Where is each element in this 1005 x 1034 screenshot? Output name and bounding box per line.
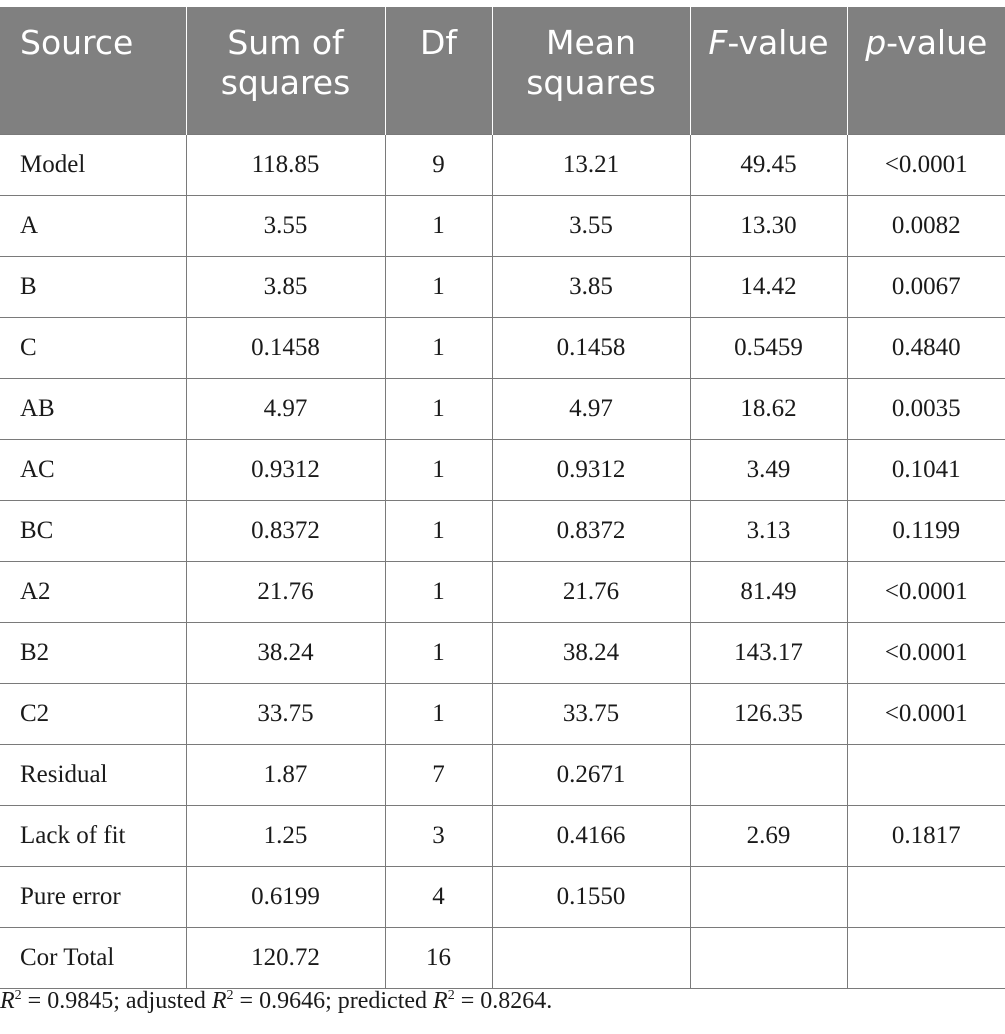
table-row <box>0 745 1005 806</box>
source-cell: Model <box>0 135 186 196</box>
mean-squares-cell: 0.1550 <box>492 867 690 928</box>
mean-squares-cell: 21.76 <box>492 562 690 623</box>
source-cell: Residual <box>0 745 186 806</box>
f-value-cell: 143.17 <box>690 623 847 684</box>
df-cell: 1 <box>385 257 492 318</box>
p-value-cell: 0.0067 <box>847 257 1005 318</box>
table-row <box>0 562 1005 623</box>
mean-squares-cell: 3.85 <box>492 257 690 318</box>
f-value-cell: 0.5459 <box>690 318 847 379</box>
r2-value: = 0.9845; adjusted <box>21 988 212 1014</box>
source-cell: C <box>0 318 186 379</box>
sum-of-squares-cell: 1.87 <box>186 745 385 806</box>
df-cell: 1 <box>385 501 492 562</box>
sum-of-squares-cell: 0.9312 <box>186 440 385 501</box>
f-value-cell: 13.30 <box>690 196 847 257</box>
df-cell: 16 <box>385 928 492 989</box>
sum-of-squares-cell: 21.76 <box>186 562 385 623</box>
mean-squares-cell: 4.97 <box>492 379 690 440</box>
source-cell: B <box>0 257 186 318</box>
anova-table <box>0 7 1005 989</box>
table-row <box>0 135 1005 196</box>
header-f-symbol: F <box>708 23 728 62</box>
f-value-cell: 18.62 <box>690 379 847 440</box>
source-cell: C2 <box>0 684 186 745</box>
table-header-row <box>0 7 1005 135</box>
model-fit-footnote <box>0 988 552 1015</box>
df-cell: 1 <box>385 623 492 684</box>
f-value-cell: 3.49 <box>690 440 847 501</box>
r2-symbol: R <box>0 988 15 1014</box>
f-value-cell: 14.42 <box>690 257 847 318</box>
f-value-cell: 2.69 <box>690 806 847 867</box>
df-cell: 1 <box>385 379 492 440</box>
p-value-cell: 0.0082 <box>847 196 1005 257</box>
df-cell: 1 <box>385 440 492 501</box>
table-row <box>0 440 1005 501</box>
df-cell: 1 <box>385 318 492 379</box>
mean-squares-cell: 13.21 <box>492 135 690 196</box>
mean-squares-cell <box>492 928 690 989</box>
table-row <box>0 501 1005 562</box>
sum-of-squares-cell: 38.24 <box>186 623 385 684</box>
header-f-suffix: -value <box>727 23 829 62</box>
header-source: Source <box>0 7 186 135</box>
adjusted-r2-superscript: 2 <box>226 988 234 1003</box>
df-cell: 3 <box>385 806 492 867</box>
f-value-cell: 3.13 <box>690 501 847 562</box>
p-value-cell: 0.0035 <box>847 379 1005 440</box>
source-cell: BC <box>0 501 186 562</box>
sum-of-squares-cell: 118.85 <box>186 135 385 196</box>
source-cell: Lack of fit <box>0 806 186 867</box>
source-cell: Cor Total <box>0 928 186 989</box>
mean-squares-cell: 0.4166 <box>492 806 690 867</box>
df-cell: 1 <box>385 196 492 257</box>
mean-squares-cell: 0.1458 <box>492 318 690 379</box>
p-value-cell: 0.1199 <box>847 501 1005 562</box>
f-value-cell: 49.45 <box>690 135 847 196</box>
df-cell: 1 <box>385 684 492 745</box>
sum-of-squares-cell: 4.97 <box>186 379 385 440</box>
source-cell: AC <box>0 440 186 501</box>
header-p-suffix: -value <box>886 23 988 62</box>
table-row <box>0 806 1005 867</box>
sum-of-squares-cell: 1.25 <box>186 806 385 867</box>
table-row <box>0 257 1005 318</box>
p-value-cell: <0.0001 <box>847 684 1005 745</box>
mean-squares-cell: 3.55 <box>492 196 690 257</box>
sum-of-squares-cell: 0.6199 <box>186 867 385 928</box>
header-p-symbol: p <box>865 23 887 62</box>
df-cell: 9 <box>385 135 492 196</box>
sum-of-squares-cell: 3.85 <box>186 257 385 318</box>
table-row <box>0 318 1005 379</box>
source-cell: Pure error <box>0 867 186 928</box>
p-value-cell: <0.0001 <box>847 135 1005 196</box>
p-value-cell <box>847 745 1005 806</box>
p-value-cell: 0.1817 <box>847 806 1005 867</box>
sum-of-squares-cell: 0.8372 <box>186 501 385 562</box>
table-row <box>0 623 1005 684</box>
sum-of-squares-cell: 0.1458 <box>186 318 385 379</box>
table-row <box>0 684 1005 745</box>
adjusted-r2-value: = 0.9646; predicted <box>233 988 434 1014</box>
sum-of-squares-cell: 3.55 <box>186 196 385 257</box>
table-row <box>0 867 1005 928</box>
p-value-cell: 0.4840 <box>847 318 1005 379</box>
p-value-cell: <0.0001 <box>847 562 1005 623</box>
mean-squares-cell: 38.24 <box>492 623 690 684</box>
p-value-cell <box>847 867 1005 928</box>
table-row <box>0 928 1005 989</box>
header-df: Df <box>385 7 492 135</box>
adjusted-r2-symbol: R <box>211 988 227 1014</box>
source-cell: AB <box>0 379 186 440</box>
f-value-cell: 81.49 <box>690 562 847 623</box>
p-value-cell <box>847 928 1005 989</box>
predicted-r2-value: = 0.8264. <box>454 988 553 1014</box>
table-row <box>0 379 1005 440</box>
header-sum-of-squares: Sum of squares <box>186 7 385 135</box>
source-cell: B2 <box>0 623 186 684</box>
header-mean-squares: Mean squares <box>492 7 690 135</box>
header-f-value <box>690 7 847 135</box>
df-cell: 4 <box>385 867 492 928</box>
f-value-cell <box>690 867 847 928</box>
mean-squares-cell: 0.9312 <box>492 440 690 501</box>
sum-of-squares-cell: 33.75 <box>186 684 385 745</box>
mean-squares-cell: 33.75 <box>492 684 690 745</box>
predicted-r2-symbol: R <box>433 988 448 1014</box>
predicted-r2-superscript: 2 <box>447 988 455 1003</box>
p-value-cell: <0.0001 <box>847 623 1005 684</box>
p-value-cell: 0.1041 <box>847 440 1005 501</box>
df-cell: 1 <box>385 562 492 623</box>
table-row <box>0 196 1005 257</box>
f-value-cell <box>690 745 847 806</box>
sum-of-squares-cell: 120.72 <box>186 928 385 989</box>
mean-squares-cell: 0.2671 <box>492 745 690 806</box>
header-p-value <box>847 7 1005 135</box>
table-body <box>0 135 1005 989</box>
df-cell: 7 <box>385 745 492 806</box>
source-cell: A2 <box>0 562 186 623</box>
r2-superscript: 2 <box>14 988 22 1003</box>
source-cell: A <box>0 196 186 257</box>
f-value-cell <box>690 928 847 989</box>
mean-squares-cell: 0.8372 <box>492 501 690 562</box>
f-value-cell: 126.35 <box>690 684 847 745</box>
